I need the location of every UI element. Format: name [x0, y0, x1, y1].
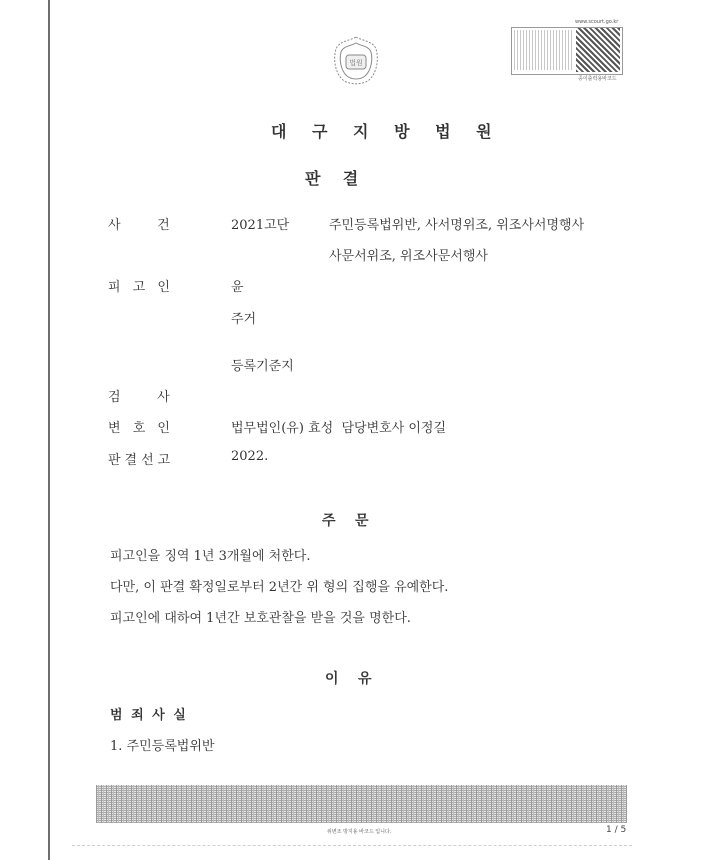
page-left-border	[48, 0, 50, 860]
court-url: www.scourt.go.kr	[575, 19, 619, 25]
field-label-counsel: 변 호 인	[108, 421, 174, 436]
barcode-pattern	[514, 30, 574, 70]
footer-divider	[72, 845, 632, 846]
case-charges-line2: 사문서위조, 위조사문서행사	[329, 249, 488, 264]
crime-facts-heading: 범 죄 사 실	[110, 708, 188, 723]
case-number: 2021고단	[231, 218, 290, 233]
order-line-1: 피고인을 징역 1년 3개월에 처한다.	[110, 549, 311, 564]
bottom-barcode	[96, 785, 627, 823]
qr-code	[576, 28, 620, 72]
item-1: 1. 주민등록법위반	[110, 739, 215, 754]
top-barcode	[511, 27, 623, 75]
field-label-defendant: 피 고 인	[108, 280, 174, 295]
court-name: 대 구 지 방 법 원	[271, 122, 502, 141]
barcode-caption: 종이출력용바코드	[578, 76, 617, 82]
field-label-prosecutor: 검 사	[108, 390, 174, 405]
order-heading: 주 문	[322, 513, 369, 529]
field-label-sentencing: 판결선고	[108, 453, 175, 468]
counsel-name: 법무법인(유) 효성 담당변호사 이정길	[231, 421, 447, 436]
seal-text: 법원	[349, 59, 363, 67]
defendant-registry-label: 등록기준지	[231, 359, 294, 374]
doc-type: 판 결	[305, 169, 359, 188]
order-line-2: 다만, 이 판결 확정일로부터 2년간 위 형의 집행을 유예한다.	[110, 580, 449, 595]
reason-heading: 이 유	[325, 671, 372, 687]
page-number: 1 / 5	[606, 825, 627, 835]
barcode-note: 위변조 방지용 바코드 입니다.	[327, 829, 392, 835]
defendant-name: 윤	[231, 280, 244, 295]
order-line-3: 피고인에 대하여 1년간 보호관찰을 받을 것을 명한다.	[110, 611, 411, 626]
case-charges-line1: 주민등록법위반, 사서명위조, 위조사서명행사	[329, 218, 585, 233]
defendant-address-label: 주거	[231, 312, 257, 327]
field-label-case: 사 건	[108, 218, 174, 233]
court-seal-icon	[333, 35, 379, 87]
sentencing-date: 2022.	[231, 449, 269, 464]
